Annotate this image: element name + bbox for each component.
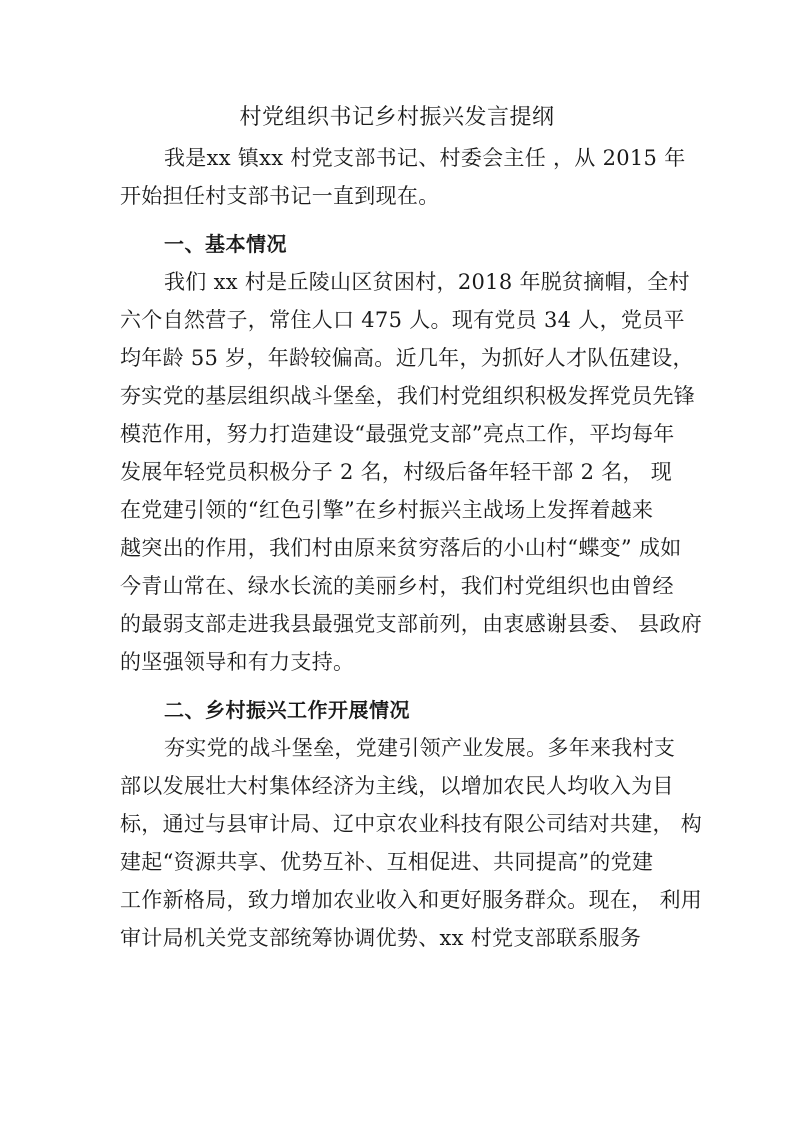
paragraph-line: 的最弱支部走进我县最强党支部前列，由衷感谢县委、 县政府 [120,612,703,636]
section-heading-basic-info: 一、基本情况 [164,232,287,256]
paragraph-line: 标，通过与县审计局、辽中京农业科技有限公司结对共建， 构 [120,812,703,836]
paragraph-line: 在党建引领的“红色引擎”在乡村振兴主战场上发挥着越来 [120,498,654,522]
intro-line-1: 我是xx 镇xx 村党支部书记、村委会主任 ，从 2015 年 [164,146,686,170]
paragraph-line: 部以发展壮大村集体经济为主线，以增加农民人均收入为目 [120,774,674,798]
page-title: 村党组织书记乡村振兴发言提纲 [239,105,555,130]
paragraph-line: 工作新格局，致力增加农业收入和更好服务群众。现在， 利用 [120,888,703,912]
paragraph-line: 审计局机关党支部统筹协调优势、xx 村党支部联系服务 [120,926,642,950]
paragraph-line: 发展年轻党员积极分子 2 名，村级后备年轻干部 2 名， 现 [120,460,673,484]
paragraph-line: 今青山常在、绿水长流的美丽乡村，我们村党组织也由曾经 [120,574,674,598]
paragraph-line: 建起“资源共享、优势互补、互相促进、共同提高”的党建 [120,850,654,874]
paragraph-line: 模范作用，努力打造建设“最强党支部”亮点工作，平均每年 [120,422,675,446]
paragraph-line: 均年龄 55 岁，年龄较偏高。近几年，为抓好人才队伍建设， [120,346,694,370]
paragraph-line: 六个自然营子，常住人口 475 人。现有党员 34 人，党员平 [120,308,685,332]
section-heading-rural-revitalization: 二、乡村振兴工作开展情况 [164,698,410,722]
paragraph-line: 夯实党的战斗堡垒，党建引领产业发展。多年来我村支 [164,736,676,760]
paragraph-line: 越突出的作用，我们村由原来贫穷落后的小山村“蝶变” 成如 [120,536,682,560]
paragraph-line: 的坚强领导和有力支持。 [120,650,355,674]
intro-line-2: 开始担任村支部书记一直到现在。 [120,184,440,208]
paragraph-line: 我们 xx 村是丘陵山区贫困村，2018 年脱贫摘帽，全村 [164,270,690,294]
paragraph-line: 夯实党的基层组织战斗堡垒，我们村党组织积极发挥党员先锋 [120,384,696,408]
